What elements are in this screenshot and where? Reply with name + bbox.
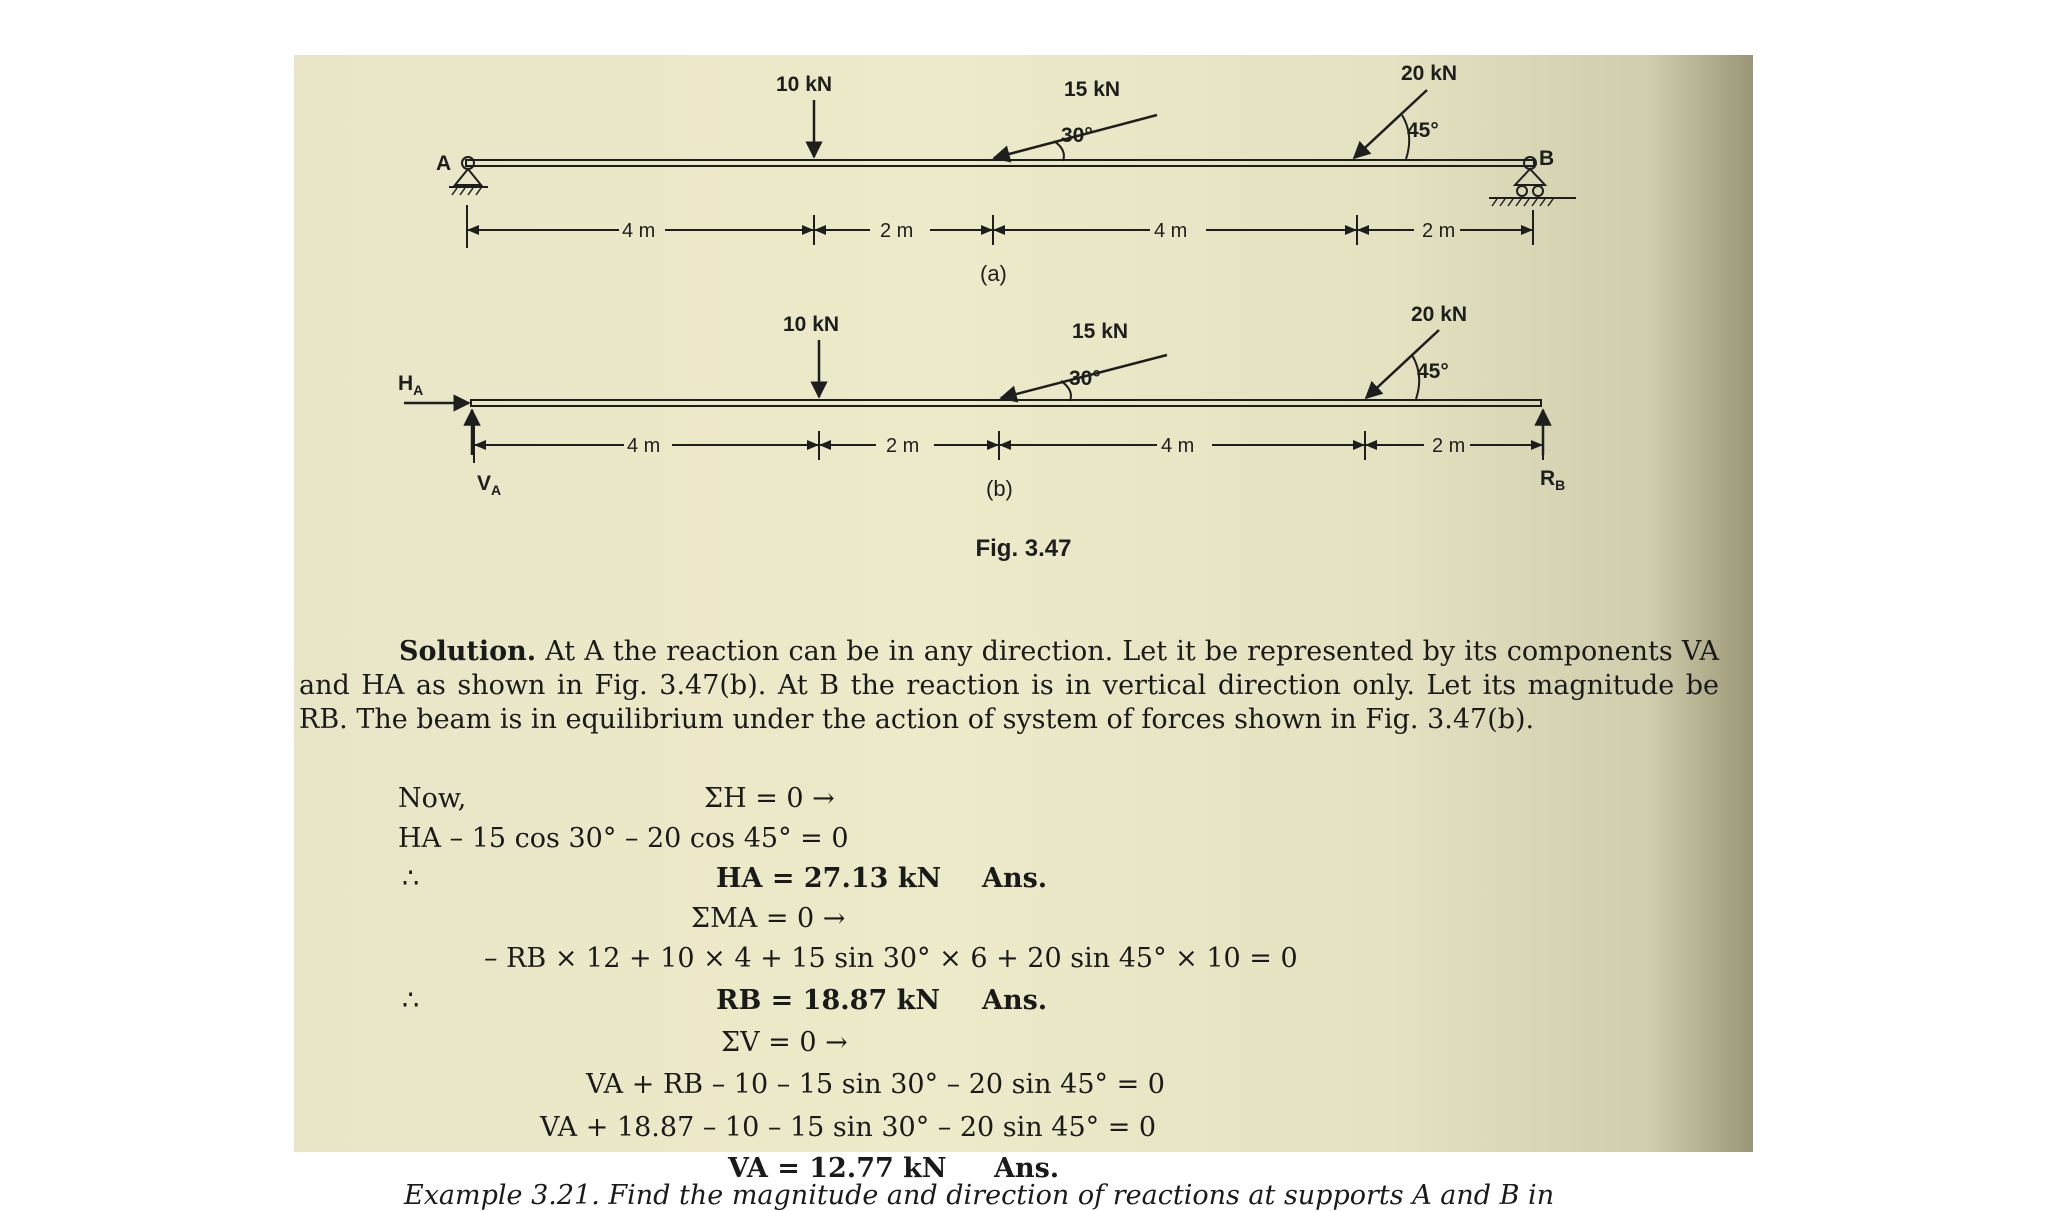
dim-b-4: 2 m xyxy=(1432,435,1466,457)
label-support-a: A xyxy=(436,152,452,175)
solution-paragraph xyxy=(299,635,1719,737)
load-15kn-angle: 30° xyxy=(1061,124,1093,147)
dim-b-3: 4 m xyxy=(1161,435,1195,457)
load-15kn-angle-b: 30° xyxy=(1069,367,1101,390)
pin-support-a xyxy=(449,157,488,195)
textbook-page xyxy=(294,55,1753,1211)
now-label: Now, xyxy=(398,783,467,814)
caption-b: (b) xyxy=(986,476,1013,501)
dim-a-2: 2 m xyxy=(880,220,914,242)
load-10kn-label-b: 10 kN xyxy=(783,313,840,336)
solution-label: Solution. xyxy=(399,636,537,667)
horizontal-equilibrium-equation: HA – 15 cos 30° – 20 cos 45° = 0 xyxy=(398,823,849,854)
caption-a: (a) xyxy=(980,261,1007,286)
dim-a-3: 4 m xyxy=(1154,220,1188,242)
load-20kn-label-b: 20 kN xyxy=(1411,303,1468,326)
sum-v-equation: ΣV = 0 → xyxy=(721,1027,848,1058)
reaction-va-label: $V_A$ xyxy=(477,472,502,498)
load-20kn-label: 20 kN xyxy=(1401,62,1458,85)
result-rb: RB = 18.87 kN xyxy=(716,985,941,1016)
vertical-equilibrium-equation: VA + RB – 10 – 15 sin 30° – 20 sin 45° = 0 xyxy=(586,1069,1165,1100)
dim-b-1: 4 m xyxy=(627,435,661,457)
result-ha: HA = 27.13 kN xyxy=(716,863,942,894)
load-15kn-label-b: 15 kN xyxy=(1072,320,1129,343)
dim-a-1: 4 m xyxy=(622,220,656,242)
load-20kn-angle-b: 45° xyxy=(1417,360,1449,383)
load-10kn-label: 10 kN xyxy=(776,73,833,96)
moment-equilibrium-equation: – RB × 12 + 10 × 4 + 15 sin 30° × 6 + 20 sin 45° × 10 = 0 xyxy=(484,943,1298,974)
solution-text: At A the reaction can be in any direction. Let it be represented by its components VA and HA as shown in Fig. 3.47(b). At B the reaction is in vertical direction only. Let its magnitude be RB. The beam is in equilibrium under the action of system of forces shown in Fig. 3.47(b). xyxy=(299,636,1719,735)
reaction-rb-label: $R_B$ xyxy=(1540,467,1566,493)
load-15kn-label: 15 kN xyxy=(1064,78,1121,101)
figure-number: Fig. 3.47 xyxy=(975,535,1072,562)
therefore-symbol-2: ∴ xyxy=(402,985,420,1016)
result-va: VA = 12.77 kN xyxy=(728,1153,947,1184)
therefore-symbol-1: ∴ xyxy=(402,863,420,894)
dim-a-4: 2 m xyxy=(1422,220,1456,242)
dim-b-2: 2 m xyxy=(886,435,920,457)
sum-h-equation: ΣH = 0 → xyxy=(704,783,835,814)
ans-label-1: Ans. xyxy=(982,863,1048,894)
sum-ma-equation: ΣMA = 0 → xyxy=(691,903,846,934)
next-example-partial: Example 3.21. Find the magnitude and direction of reactions at supports A and B in xyxy=(404,1180,1555,1211)
reaction-ha-label: $H_A$ xyxy=(398,372,424,398)
ans-label-3: Ans. xyxy=(994,1153,1060,1184)
load-20kn-angle: 45° xyxy=(1407,119,1439,142)
roller-support-b xyxy=(1489,157,1576,206)
label-support-b: B xyxy=(1539,147,1555,170)
vertical-substituted-equation: VA + 18.87 – 10 – 15 sin 30° – 20 sin 45° = 0 xyxy=(540,1112,1157,1143)
figure-a xyxy=(436,62,1576,286)
figure-b xyxy=(398,303,1565,501)
ans-label-2: Ans. xyxy=(982,985,1048,1016)
beam-figures xyxy=(294,55,1753,615)
beam-a xyxy=(466,160,1534,166)
beam-b xyxy=(471,400,1541,406)
